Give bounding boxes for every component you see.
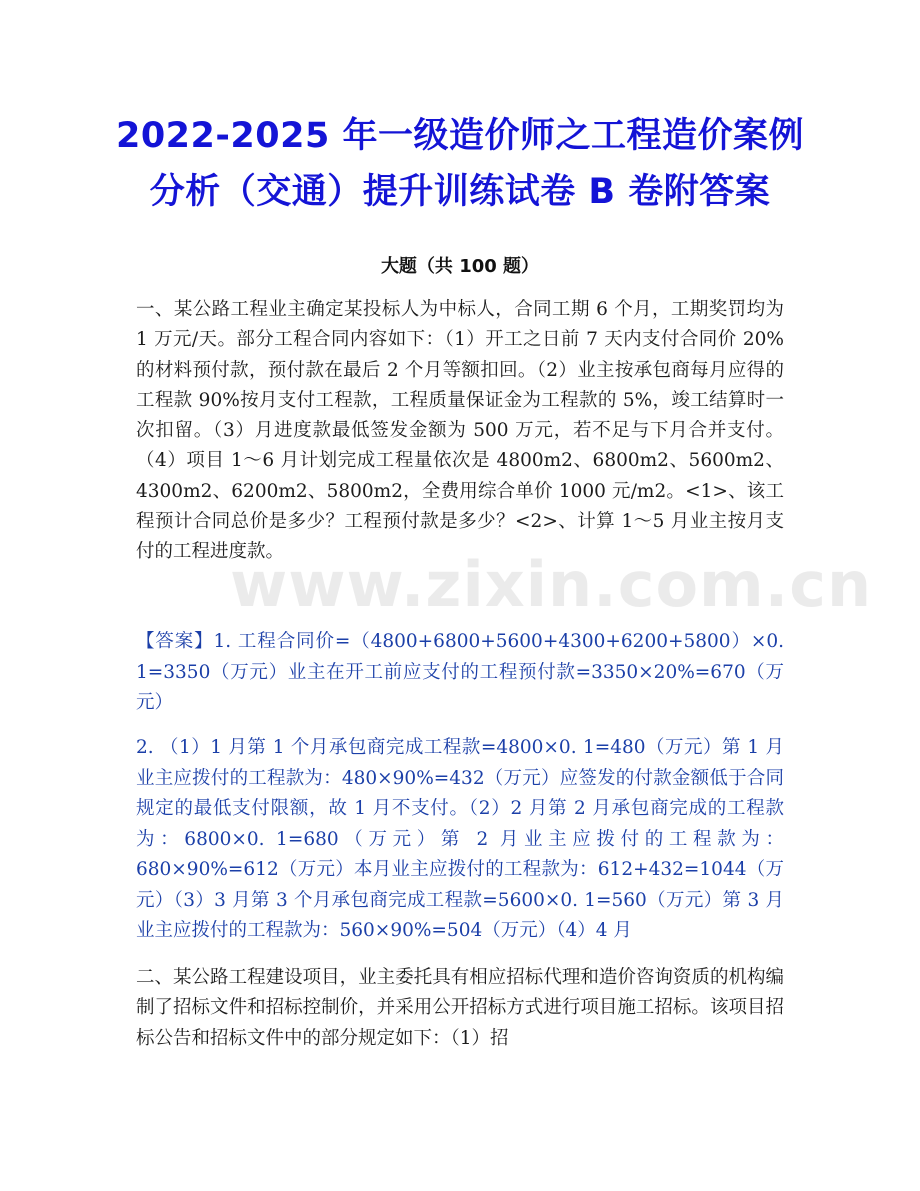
watermark: www.zixin.com.cn (230, 548, 873, 621)
question-2-text: 二、某公路工程建设项目，业主委托具有相应招标代理和造价咨询资质的机构编制了招标文件和招标控制价，并采用公开招标方式进行项目施工招标。该项目招标公告和招标文件中的部分规定如下：（1）招 (136, 967, 784, 1049)
answer-2-text: 2. （1）1 月第 1 个月承包商完成工程款=4800×0. 1=480（万元）第 1 月业主应拨付的工程款为：480×90%=432（万元）应签发的付款金额低于合同规定的最低支付限额，故 1 月不支付。（2）2 月第 2 月承包商完成的工程款为：6800×0. 1=680（万元）第 2 月业主应拨付的工程款为：680×90%=612（万元）本月业主应拨付的工程款为：612+432=1044（万元）（3）3 月第 3 个月承包商完成工程款=5600×0. 1=560（万元）第 3 月业主应拨付的工程款为：560×90%=504（万元）（4）4 月 (136, 737, 784, 941)
document-title: 2022-2025 年一级造价师之工程造价案例分析（交通）提升训练试卷 B 卷附答案 (115, 116, 805, 212)
section-heading: 大题（共 100 题） (380, 256, 540, 277)
answer-1-text: 【答案】1. 工程合同价=（4800+6800+5600+4300+6200+5800）×0. 1=3350（万元）业主在开工前应支付的工程预付款=3350×20%=670（万元） (136, 631, 784, 713)
question-1-text: 一、某公路工程业主确定某投标人为中标人，合同工期 6 个月，工期奖罚均为 1 万元/天。部分工程合同内容如下：（1）开工之日前 7 天内支付合同价 20%的材料预付款，预付款在最后 2 个月等额扣回。（2）业主按承包商每月应得的工程款 90%按月支付工程款，工程质量保证金为工程款的 5%，竣工结算时一次扣留。（3）月进度款最低签发金额为 500 万元，若不足与下月合并支付。（4）项目 1～6 月计划完成工程量依次是 4800m2、6800m2、5600m2、4300m2、6200m2、5800m2，全费用综合单价 1000 元/m2。<1>、该工程预计合同总价是多少？工程预付款是多少？<2>、计算 1～5 月业主按月支付的工程进度款。 (136, 299, 784, 563)
